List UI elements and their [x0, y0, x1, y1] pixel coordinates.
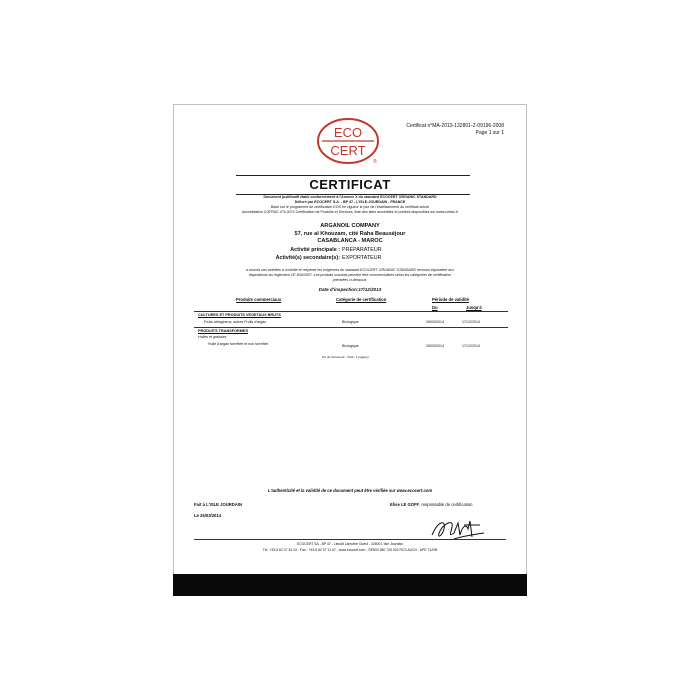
table-row-rule: [194, 327, 508, 328]
statement-line-1: a soumis ses activités à contrôle et respecte les exigences du standard ECOCERT ORGANIC STANDARD reconnu équivalent aux: [245, 268, 455, 272]
signer-line: [390, 502, 472, 507]
page-indicator: Page 1 sur 1: [475, 130, 504, 136]
signer-name: Elise LE GOFF: [390, 502, 420, 507]
logo-text-top: ECO: [333, 125, 363, 140]
activity-labels: [234, 247, 340, 262]
row2-product: Huile d'argan torréfiée et non torréfiée: [208, 342, 269, 346]
logo-text-bottom: CERT: [330, 143, 366, 158]
issue-place: Fait à L'ISLE JOURDAIN: [194, 502, 242, 507]
col-header-to: Jusqu'à: [466, 305, 482, 310]
row2-from: 26/03/2014: [426, 344, 444, 348]
row2-category: Biologique: [342, 344, 359, 348]
intro-line-2: Délivré par ECOCERT S.A. - BP 47 - L'ISLE-JOURDAIN - FRANCE: [294, 200, 406, 204]
company-block: [174, 223, 526, 246]
compliance-statement: [214, 268, 486, 283]
row2-to: 17/12/2014: [462, 344, 480, 348]
authenticity-notice: L'authenticité et la validité de ce document peut être vérifiée sur www.ecocert.com: [267, 488, 433, 493]
col-header-period: Période de validité: [432, 297, 470, 302]
company-address-1: 57, rue al Khouzam, cité Raha Beauséjour: [294, 230, 406, 237]
statement-line-3: précisées ci-dessous:: [332, 278, 368, 282]
row1-product: Fruits oléagineux, autres Fruits d'argan: [204, 320, 267, 324]
end-of-document-note: Fin du document - Total : 1 page(s): [322, 355, 369, 359]
table-header-rule: [194, 311, 508, 312]
intro-line-1: Document justificatif établi conformément à l'Annexe X du standard ECOCERT ORGANIC STANDARD: [263, 195, 437, 199]
scan-bottom-band: [173, 574, 527, 596]
intro-text: [214, 195, 486, 215]
row1-category: Biologique: [342, 320, 359, 324]
section-processed-products: PRODUITS TRANSFORMES: [198, 329, 248, 333]
col-header-category: Catégorie de certification: [336, 297, 387, 302]
logo-registered-mark: ®: [373, 159, 377, 165]
col-header-from: Du: [432, 305, 438, 310]
section-raw-products: CULTURES ET PRODUITS VEGETAUX BRUTS: [198, 313, 281, 317]
footer-line-2: Tél. +33-5 62 07 34 24 - Fax : +33-5 62 07 11 67 - www.ecocert.com - SIREN 380 725 002 RCS AUCH - APE 7120B: [262, 548, 438, 552]
activity-values: [342, 247, 462, 262]
intro-line-4: Accréditation COFRAC n°5-0074 Certification de Produits et Services, liste des sites accrédités et portées disponibles sur www.cofrac.fr: [242, 210, 458, 214]
statement-line-2: dispositions du règlement CE 834/2007. Les produits suivants peuvent être commercialisés selon les catégories de certification: [248, 273, 452, 277]
certificate-document: [173, 104, 527, 575]
row1-to: 17/12/2014: [462, 320, 480, 324]
ecocert-logo: [316, 117, 380, 165]
main-activity-value: PREPARATEUR: [342, 247, 382, 253]
certificate-reference: [406, 123, 504, 137]
document-title: CERTIFICAT: [309, 177, 391, 192]
footer-line-1: ECOCERT SA - BP 47 - Lieudit Lamothe Ouest - 32600 L'Isle Jourdain: [296, 542, 404, 546]
company-address-2: CASABLANCA - MAROC: [317, 238, 383, 244]
col-header-products: Produits commerciaux: [236, 297, 282, 302]
footer-rule: [194, 539, 506, 540]
secondary-activity-label: Activité(s) secondaire(s):: [275, 254, 340, 261]
issue-date: Le 26/03/2014: [194, 513, 222, 518]
company-name: ARGANOIL COMPANY: [320, 223, 380, 229]
main-activity-label: Activité principale :: [290, 247, 340, 253]
intro-line-3: Basé sur le programme de certification EOS en vigueur le jour de l'établissement du certificat actuel: [270, 205, 430, 209]
title-rule-top: [236, 175, 470, 176]
certificate-number: Certificat n°MA-2013-132801-Z-09196-2008: [406, 123, 504, 129]
signer-role: , responsable de certification: [419, 502, 473, 507]
subsection-oils: Huiles et graisses: [198, 335, 227, 339]
row1-from: 26/03/2014: [426, 320, 444, 324]
secondary-activity-value: EXPORTATEUR: [342, 254, 382, 261]
inspection-date: Date d'inspection:17/12/2013: [318, 287, 382, 292]
